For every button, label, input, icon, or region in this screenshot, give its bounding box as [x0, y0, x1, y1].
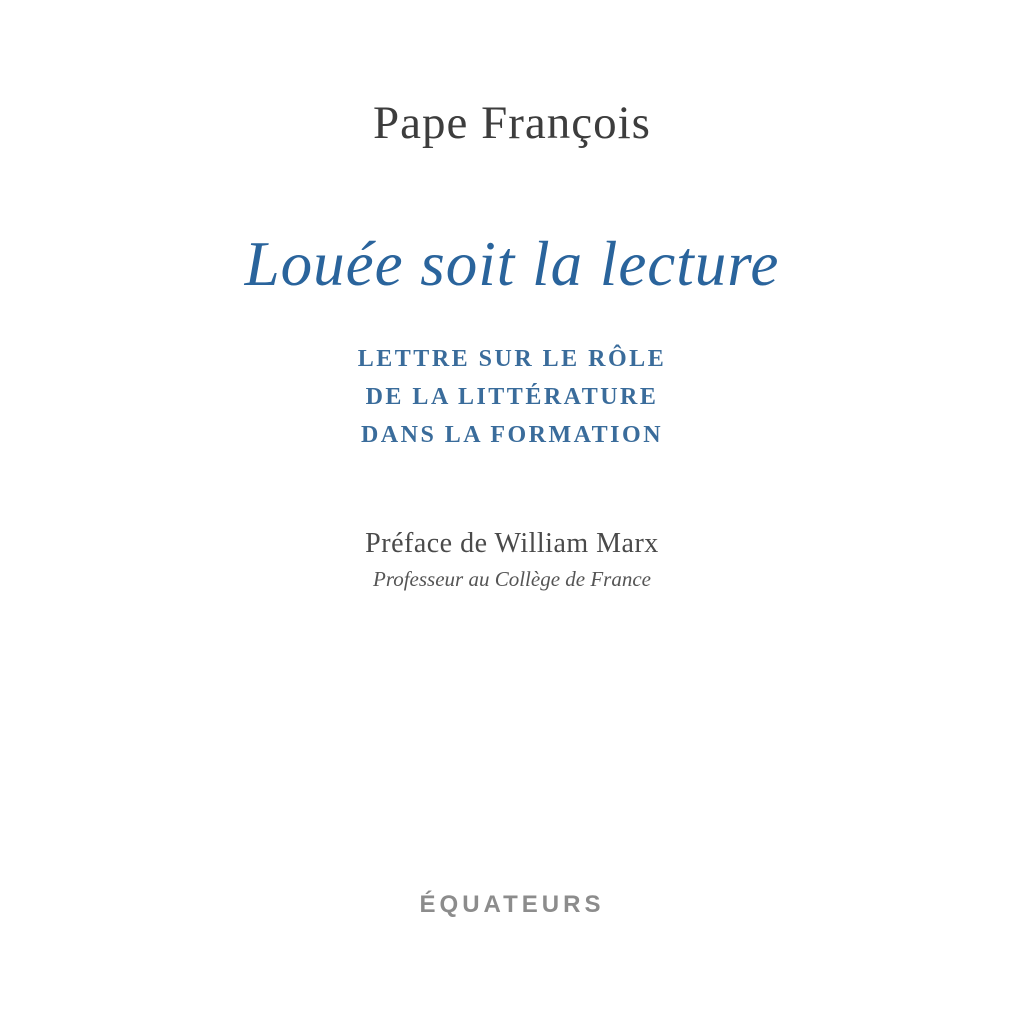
- author-name: Pape François: [373, 97, 651, 149]
- publisher-name: ÉQUATEURS: [419, 891, 605, 918]
- subtitle-line-2: DE LA LITTÉRATURE: [365, 384, 659, 410]
- subtitle-line-3: DANS LA FORMATION: [360, 422, 664, 448]
- book-subtitle: [0, 340, 1024, 454]
- book-title: Louée soit la lecture: [244, 229, 780, 299]
- preface-author-title: Professeur au Collège de France: [373, 567, 651, 591]
- preface-credit: Préface de William Marx: [365, 528, 659, 559]
- subtitle-line-1: LETTRE SUR LE RÔLE: [357, 346, 667, 372]
